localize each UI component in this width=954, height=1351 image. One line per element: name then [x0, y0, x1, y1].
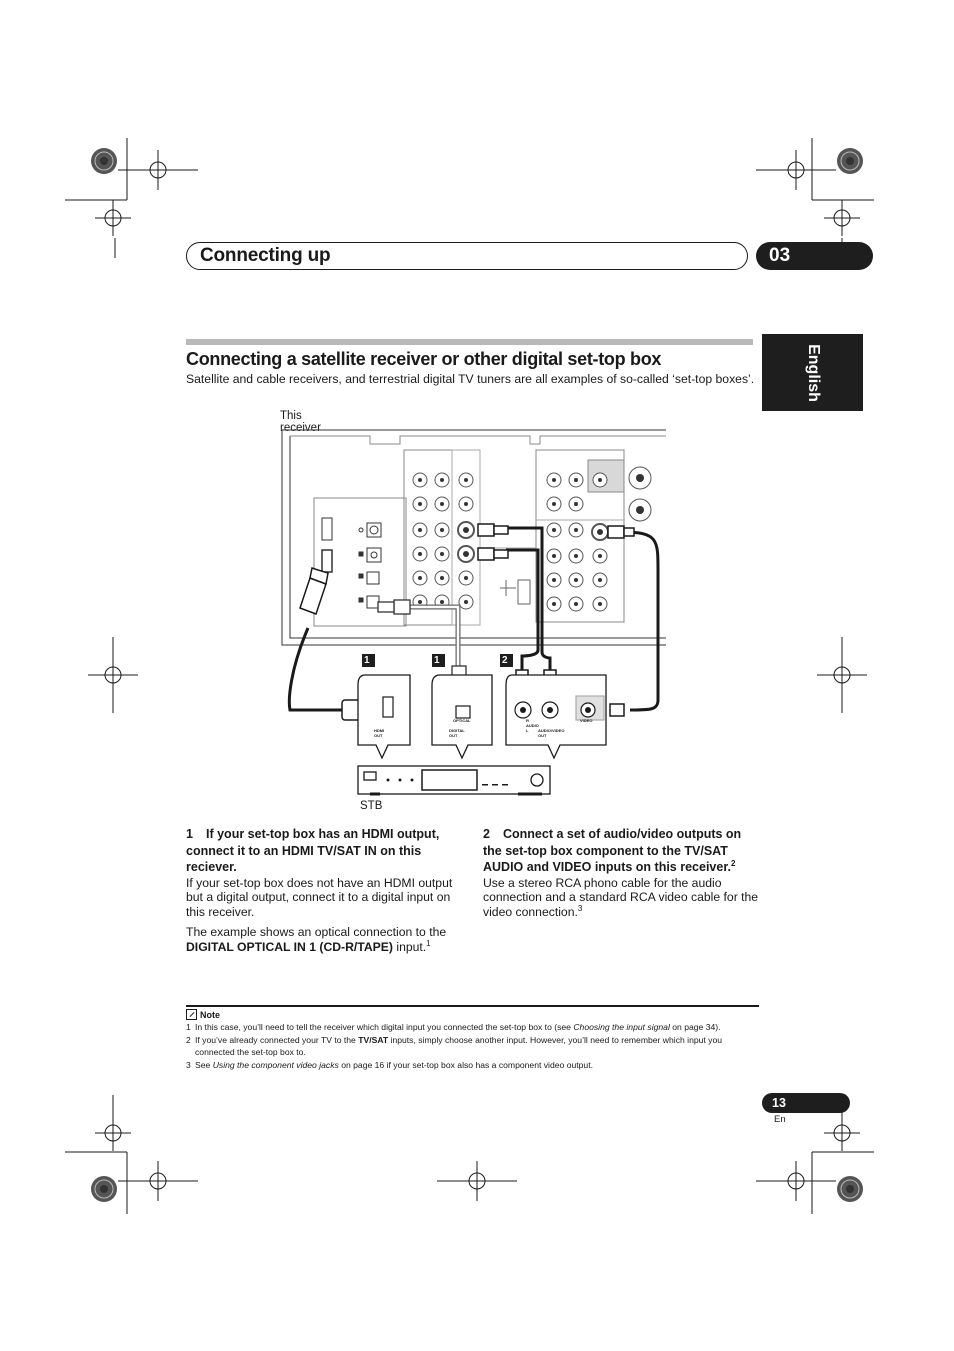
- footnote-ref-1: 1: [426, 938, 431, 948]
- note-heading: [186, 1009, 220, 1020]
- footnote-1-post: on page 34).: [669, 1022, 721, 1032]
- step-1-body: If your set-top box does not have an HDMI output but a digital output, connect it to a digital input on this receiver.: [186, 875, 453, 919]
- step-1-heading-text: If your set-top box has an HDMI output, connect it to an HDMI TV/SAT IN on this reciever.: [186, 827, 440, 874]
- receiver-label: This receiver: [280, 410, 321, 434]
- diagram-svg: [270, 400, 670, 820]
- footnote-3-pre: See: [195, 1059, 213, 1070]
- footnote-text: [195, 1059, 761, 1072]
- jack-label-video: VIDEO: [580, 718, 593, 723]
- note-heading-text: Note: [200, 1009, 220, 1020]
- footnote-1: [186, 1021, 761, 1034]
- chapter-number: 03: [756, 242, 873, 270]
- language-tab: [762, 334, 863, 411]
- step-2-body: [483, 876, 759, 920]
- footnote-2: [186, 1034, 761, 1059]
- footnote-number: 1: [186, 1022, 191, 1032]
- footnote-1-pre: In this case, you’ll need to tell the receiver which digital input you connected the set-top box to (see: [195, 1022, 574, 1032]
- footnote-3: [186, 1059, 761, 1072]
- footnote-text: [195, 1021, 761, 1034]
- footnote-3-ref: Using the component video jacks: [212, 1059, 339, 1070]
- footnote-number: 2: [186, 1034, 191, 1045]
- note-rule: [186, 1005, 759, 1007]
- footnote-2-post: inputs, simply choose another input. However, you’ll need to remember which input you connected the set-top box to.: [195, 1034, 723, 1057]
- step-2-heading-text: Connect a set of audio/video outputs on the set-top box component to the TV/SAT AUDIO and VIDEO inputs on this receiver.: [483, 827, 742, 874]
- chapter-title: Connecting up: [200, 245, 331, 266]
- step-2-number: 2: [483, 827, 490, 841]
- footnote-2-input: TV/SAT: [358, 1034, 389, 1045]
- step-2-body-text: Use a stereo RCA phono cable for the audio connection and a standard RCA video cable for the video connection.: [483, 875, 759, 919]
- callout-2-av: 2: [502, 655, 508, 666]
- jack-label-optical: OPTICAL: [453, 718, 471, 723]
- section-intro: Satellite and cable receivers, and terrestrial digital TV tuners are all examples of so-called ‘set-top boxes’.: [186, 372, 755, 386]
- footnote-2-pre: If you’ve already connected your TV to the: [195, 1034, 359, 1045]
- page-number: 13: [762, 1093, 850, 1113]
- step-1-example-input: DIGITAL OPTICAL IN 1 (CD-R/TAPE): [186, 939, 393, 954]
- footnote-ref-2: 2: [730, 858, 736, 868]
- step-1-example-post: input.: [392, 939, 427, 954]
- language-label: English: [804, 343, 822, 402]
- page-language-code: En: [774, 1114, 786, 1125]
- footnotes: [186, 1021, 761, 1071]
- footnote-3-post: on page 16 if your set-top box also has a component video output.: [338, 1059, 593, 1070]
- step-2: [483, 826, 759, 919]
- section-rule: [186, 339, 753, 345]
- stb-label: STB: [360, 800, 383, 812]
- step-1: [186, 826, 464, 954]
- jack-label-audio: R AUDIO L: [526, 718, 539, 733]
- pencil-note-icon: [186, 1009, 197, 1020]
- step-1-example-pre: The example shows an optical connection to the: [186, 925, 447, 939]
- section-title: Connecting a satellite receiver or other digital set-top box: [186, 349, 662, 369]
- jack-label-av-out: AUDIO/VIDEO OUT: [538, 728, 565, 738]
- jack-label-digital-out: DIGITAL OUT: [449, 728, 465, 738]
- footnote-ref-3: 3: [577, 903, 583, 913]
- step-1-heading: [186, 826, 464, 876]
- callout-1-optical: 1: [434, 655, 440, 666]
- callout-1-hdmi: 1: [364, 655, 370, 666]
- step-2-heading: [483, 826, 759, 876]
- footnote-text: [195, 1034, 761, 1059]
- step-1-example: [186, 925, 464, 954]
- footnote-1-ref: Choosing the input signal: [573, 1022, 670, 1032]
- footnote-number: 3: [186, 1059, 191, 1070]
- jack-label-hdmi-out: HDMI OUT: [374, 728, 385, 738]
- step-1-number: 1: [186, 827, 193, 841]
